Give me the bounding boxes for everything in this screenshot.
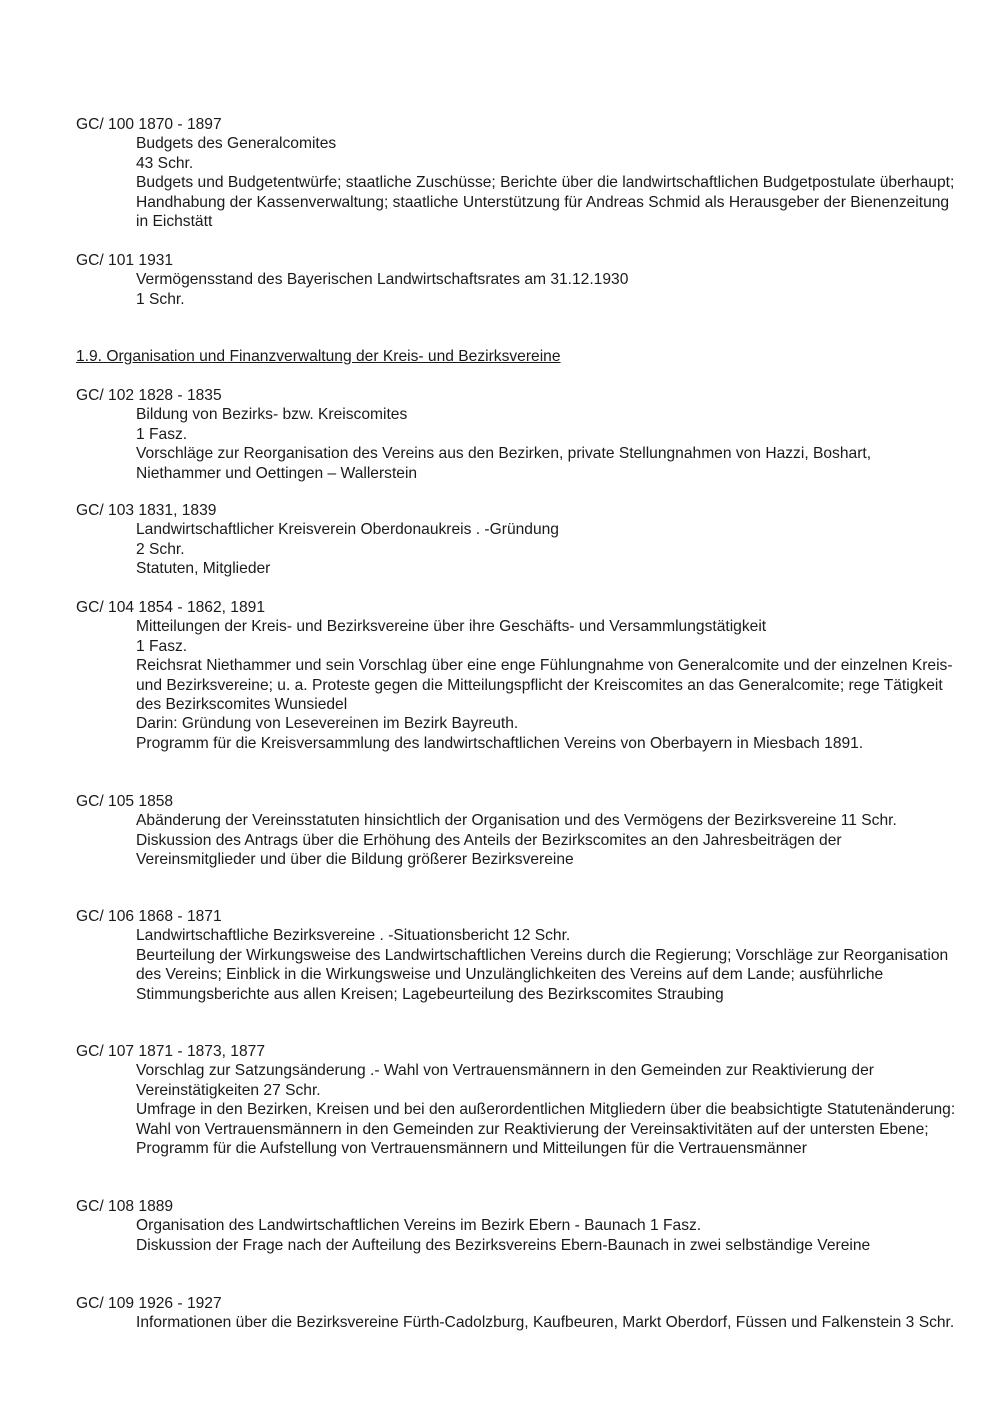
record-body <box>76 134 956 231</box>
record-signature: GC/ 104 1854 - 1862, 1891 <box>76 599 265 616</box>
record-extent: 2 Schr. <box>136 540 185 558</box>
record-note: Programm für die Kreisversammlung des landwirtschaftlichen Vereins von Oberbayern in Miesbach 1891. <box>136 734 864 752</box>
record-title: Vorschlag zur Satzungsänderung .- Wahl von Vertrauensmännern in den Gemeinden zur Reaktivierung der Vereinstätigkeiten 27 Schr. <box>136 1062 874 1099</box>
record-entry <box>76 386 956 483</box>
record-body <box>76 405 956 483</box>
record-title: Vermögensstand des Bayerischen Landwirtschaftsrates am 31.12.1930 <box>136 271 629 289</box>
record-body <box>76 520 956 578</box>
record-description: Vorschläge zur Reorganisation des Vereins aus den Bezirken, private Stellungnahmen von Hazzi, Boshart, Niethammer und Oettingen – Wallerstein <box>136 445 872 482</box>
record-description: Reichsrat Niethammer und sein Vorschlag über eine enge Fühlungnahme von Generalcomite und der einzelnen Kreis- und Bezirksvereine; u. a. Proteste gegen die Mitteilungspflicht der Kreiscomites an das Generalcomite; rege Tätigkeit des Bezirkscomites Wunsiedel <box>136 657 953 714</box>
record-entry <box>76 907 956 1004</box>
record-body <box>76 270 956 309</box>
record-body <box>76 811 956 869</box>
record-extent: 43 Schr. <box>136 154 194 172</box>
record-signature: GC/ 106 1868 - 1871 <box>76 908 222 925</box>
record-title: Organisation des Landwirtschaftlichen Vereins im Bezirk Ebern - Baunach 1 Fasz. <box>136 1217 702 1235</box>
record-entry <box>76 1042 956 1158</box>
record-body <box>76 1216 956 1255</box>
record-signature: GC/ 103 1831, 1839 <box>76 502 217 519</box>
record-description: Budgets und Budgetentwürfe; staatliche Zuschüsse; Berichte über die landwirtschaftlichen Budgetpostulate überhaupt; Handhabung der Kassenverwaltung; staatliche Unterstützung für Andreas Schmid als Herausgeber der Bienenzeitung in Eichstätt <box>136 174 955 231</box>
record-title: Landwirtschaftliche Bezirksvereine . -Situationsbericht 12 Schr. <box>136 927 571 945</box>
record-description: Diskussion der Frage nach der Aufteilung des Bezirksvereins Ebern-Baunach in zwei selbständige Vereine <box>136 1236 871 1254</box>
record-entry <box>76 598 956 753</box>
record-description: Diskussion des Antrags über die Erhöhung des Anteils der Bezirkscomites an den Jahresbeiträgen der Vereinsmitglieder und über die Bildung größerer Bezirksvereine <box>136 831 842 869</box>
record-description: Umfrage in den Bezirken, Kreisen und bei den außerordentlichen Mitgliedern über die beabsichtigte Statutenänderung: Wahl von Vertrauensmännern in den Gemeinden zur Reaktivierung der Vereinsaktivitäten auf der untersten Ebene; Programm für die Aufstellung von Vertrauensmännern und Mitteilungen für die Vertrauensmänner <box>136 1101 956 1158</box>
record-entry <box>76 792 956 870</box>
record-entry <box>76 1294 956 1333</box>
record-signature: GC/ 109 1926 - 1927 <box>76 1295 222 1312</box>
record-entry <box>76 251 956 309</box>
record-body <box>76 1313 956 1332</box>
record-extent: 1 Schr. <box>136 290 185 308</box>
record-signature: GC/ 105 1858 <box>76 793 174 810</box>
record-description: Beurteilung der Wirkungsweise des Landwirtschaftlichen Vereins durch die Regierung; Vorschläge zur Reorganisation des Vereins; Einblick in die Wirkungsweise und Unzulänglichkeiten des Vereins auf dem Lande; ausführliche Stimmungsberichte aus allen Kreisen; Lagebeurteilung des Bezirkscomites Straubing <box>136 946 949 1003</box>
record-title: Mitteilungen der Kreis- und Bezirksvereine über ihre Geschäfts- und Versammlungstätigkeit <box>136 618 767 636</box>
record-entry <box>76 501 956 579</box>
section-heading: 1.9. Organisation und Finanzverwaltung der Kreis- und Bezirksvereine <box>76 348 561 365</box>
record-signature: GC/ 101 1931 <box>76 252 174 269</box>
record-title: Informationen über die Bezirksvereine Fürth-Cadolzburg, Kaufbeuren, Markt Oberdorf, Füssen und Falkenstein 3 Schr. <box>136 1314 955 1332</box>
record-title: Landwirtschaftlicher Kreisverein Oberdonaukreis . -Gründung <box>136 521 559 539</box>
record-entry <box>76 1197 956 1255</box>
record-signature: GC/ 102 1828 - 1835 <box>76 387 222 404</box>
record-entry <box>76 115 956 231</box>
record-description: Statuten, Mitglieder <box>136 560 271 578</box>
record-signature: GC/ 107 1871 - 1873, 1877 <box>76 1043 265 1060</box>
record-body <box>76 617 956 753</box>
record-title: Bildung von Bezirks- bzw. Kreiscomites <box>136 406 408 424</box>
record-extent: 1 Fasz. <box>136 425 188 443</box>
record-signature: GC/ 100 1870 - 1897 <box>76 116 222 133</box>
record-extent: 1 Fasz. <box>136 637 188 655</box>
record-body <box>76 926 956 1004</box>
record-title: Budgets des Generalcomites <box>136 135 337 153</box>
record-body <box>76 1061 956 1158</box>
record-title: Abänderung der Vereinsstatuten hinsichtlich der Organisation und des Vermögens der Bezirksvereine 11 Schr. <box>136 812 897 830</box>
record-note: Darin: Gründung von Lesevereinen im Bezirk Bayreuth. <box>136 715 519 733</box>
record-signature: GC/ 108 1889 <box>76 1198 174 1215</box>
